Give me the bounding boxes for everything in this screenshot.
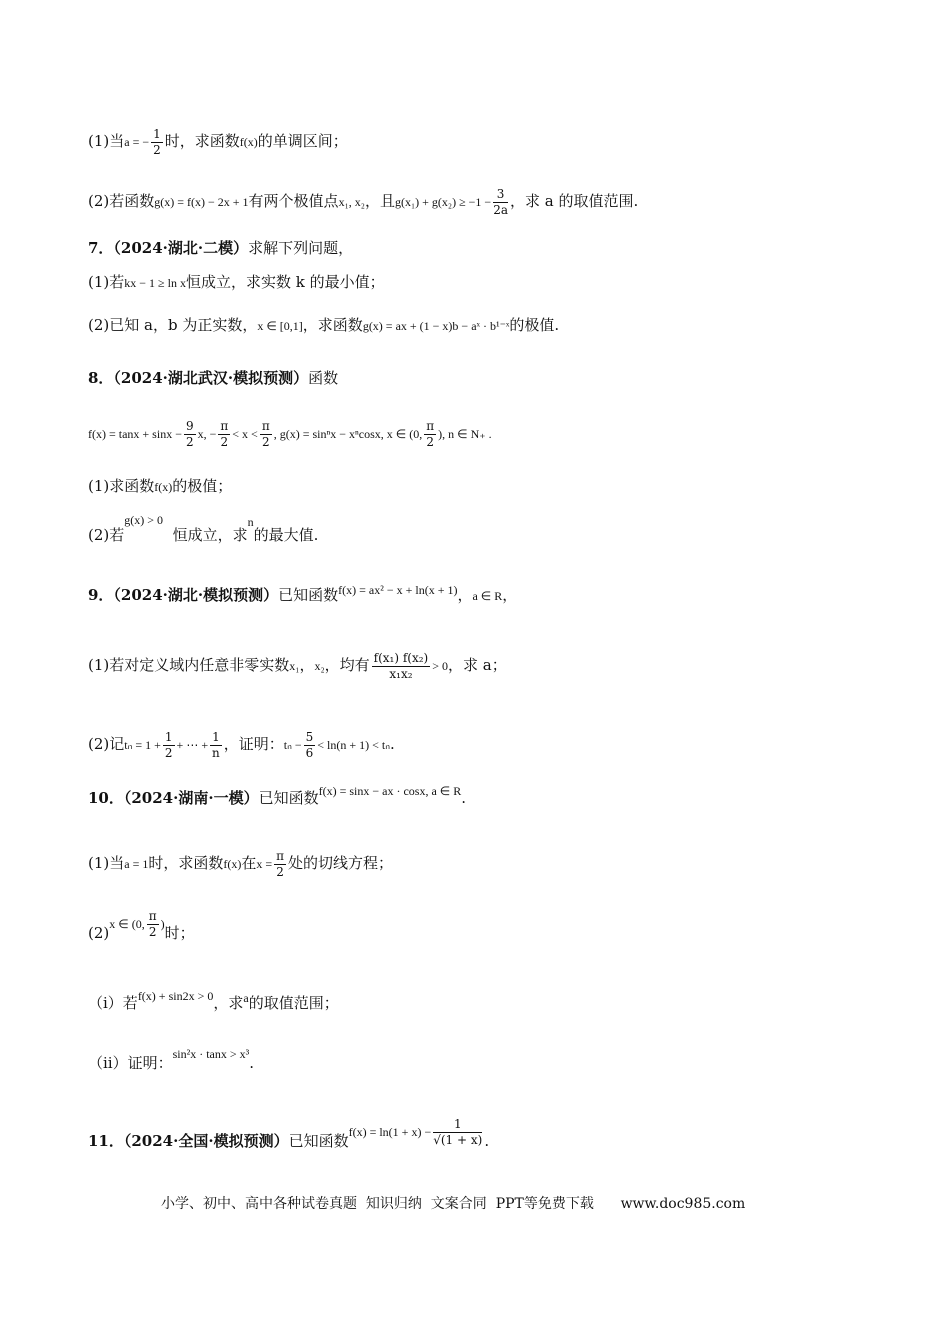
q7-part1 — [88, 275, 385, 290]
question-number: 9．（2024·湖北·模拟预测） — [88, 586, 279, 604]
q10-sub-i — [88, 989, 339, 1012]
math: g(x₁) + g(x₂) ≥ −1 − — [394, 195, 492, 210]
q6-part2 — [88, 188, 638, 216]
math: x ∈ (0, — [109, 917, 145, 932]
text: ，求函数 — [302, 316, 363, 334]
text: ， — [502, 586, 518, 604]
math: tₙ − — [283, 738, 302, 753]
q10-part1 — [88, 850, 393, 878]
text: 时； — [164, 924, 195, 943]
numerator: 1 — [164, 730, 173, 744]
numerator: 3 — [493, 188, 508, 203]
text: ， — [299, 656, 315, 675]
math: x = — [256, 857, 273, 872]
text: (1)当 — [88, 132, 125, 151]
text: 的取值范围； — [248, 994, 339, 1012]
fraction — [210, 731, 222, 759]
question-number: 11．（2024·全国·模拟预测） — [88, 1132, 289, 1151]
text: 的极值. — [509, 316, 560, 334]
math: x, − — [197, 427, 217, 442]
fraction — [424, 420, 436, 448]
math: g(x) > 0 — [124, 513, 164, 527]
q10-part2 — [88, 909, 195, 948]
math: + ⋯ + — [176, 738, 209, 753]
denominator: 2 — [164, 745, 173, 760]
page-footer: 小学、初中、高中各种试卷真题 知识归纳 文案合同 PPT等免费下载 www.doc985.com — [161, 1196, 746, 1212]
numerator: 1 — [212, 730, 220, 744]
text: (1)若 — [88, 273, 125, 291]
math: g(x) = f(x) − 2x + 1 — [154, 195, 249, 210]
q8-part1 — [88, 479, 232, 494]
math: , g(x) = sinⁿx − xⁿcosx, x ∈ (0, — [273, 427, 423, 442]
question-number: 8．（2024·湖北武汉·模拟预测） — [88, 369, 309, 387]
q11-heading — [88, 1117, 490, 1156]
math: < x < — [232, 427, 258, 442]
math: f(x) = ln(1 + x) − — [348, 1125, 432, 1140]
math: f(x) = sinx − ax · cosx, a ∈ R — [318, 784, 462, 798]
text: （ⅱ）证明： — [88, 1054, 173, 1072]
text: ，且 — [364, 192, 395, 211]
math: f(x) = tanx + sinx − — [88, 427, 182, 442]
math: ) — [160, 917, 165, 932]
text: . — [461, 789, 467, 807]
q9-part1 — [88, 652, 507, 680]
q9-heading — [88, 583, 518, 604]
math: f(x) — [239, 135, 258, 150]
denominator: 2 — [148, 924, 157, 939]
denominator: x₁x₂ — [389, 666, 413, 681]
fraction — [147, 910, 159, 938]
math: f(x) — [223, 857, 242, 872]
text: 函数 — [308, 369, 339, 387]
numerator: 1 — [153, 127, 161, 141]
denominator: 2 — [153, 142, 161, 157]
text: 有两个极值点 — [248, 192, 339, 211]
text: ，求 a 的取值范围. — [510, 192, 639, 211]
text: (1)若对定义域内任意非零实数 — [88, 656, 290, 675]
text: ， — [457, 586, 473, 604]
fraction — [163, 731, 175, 759]
question-number: 7．（2024·湖北·二模） — [88, 239, 249, 257]
numerator: π — [220, 419, 229, 433]
text: 已知函数 — [278, 586, 339, 604]
text: 恒成立，求实数 k 的最小值； — [185, 273, 385, 291]
question-number: 10．（2024·湖南·一模） — [88, 789, 259, 807]
text: (2)若函数 — [88, 192, 155, 211]
math: f(x) — [154, 480, 173, 494]
math: kx − 1 ≥ ln x — [124, 276, 186, 290]
denominator: √(1 + x) — [433, 1132, 483, 1147]
math: x ∈ [0,1] — [257, 319, 303, 333]
fraction — [493, 188, 508, 216]
text: (2)若 — [88, 526, 125, 544]
math: sin²x · tanx > x³ — [172, 1047, 250, 1061]
text: (2)已知 a，b 为正实数， — [88, 316, 258, 334]
math: a ∈ R — [472, 589, 503, 603]
denominator: 6 — [305, 745, 314, 760]
q6-part1 — [88, 128, 348, 156]
math: f(x) + sin2x > 0 — [137, 989, 214, 1003]
math: a — [243, 991, 249, 1005]
q7-heading — [88, 241, 353, 256]
text: (1)当 — [88, 854, 125, 873]
denominator: 2a — [493, 202, 508, 217]
fraction — [274, 850, 286, 878]
numerator: π — [148, 909, 157, 923]
fraction — [433, 1118, 482, 1146]
text: 处的切线方程； — [288, 854, 394, 873]
denominator: 2 — [426, 434, 435, 449]
text: 的单调区间； — [257, 132, 348, 151]
math: x₁, x₂ — [338, 195, 365, 210]
numerator: 9 — [185, 419, 194, 433]
text: 在 — [241, 854, 257, 873]
denominator: 2 — [276, 864, 284, 879]
text: 恒成立，求 — [172, 526, 248, 544]
numerator: 1 — [433, 1118, 482, 1133]
fraction — [372, 652, 431, 680]
text: 的最大值. — [253, 526, 319, 544]
text: ，均有 — [324, 656, 370, 675]
text: (1)求函数 — [88, 477, 155, 495]
text: . — [484, 1132, 490, 1151]
math: f(x) = ax² − x + ln(x + 1) — [338, 583, 458, 597]
text: 的极值； — [172, 477, 233, 495]
text: ，证明： — [223, 735, 284, 754]
numerator: π — [426, 419, 435, 433]
math: ), n ∈ N₊ . — [438, 427, 492, 442]
text: . — [249, 1054, 255, 1072]
fraction — [218, 420, 230, 448]
math: a = 1 — [124, 857, 149, 872]
math: g(x) = ax + (1 − x)b − aˣ · b¹⁻ˣ — [362, 319, 510, 333]
q8-definition — [88, 420, 492, 448]
math: tₙ = 1 + — [124, 738, 161, 753]
text: 求解下列问题， — [248, 239, 354, 257]
math: n — [247, 515, 254, 529]
q8-part2 — [88, 513, 319, 544]
math: x₁ — [289, 659, 300, 674]
fraction — [184, 420, 196, 448]
text: 时，求函数 — [148, 854, 224, 873]
numerator: f(x₁) f(x₂) — [373, 651, 429, 665]
numerator: π — [276, 849, 285, 863]
denominator: 2 — [220, 434, 229, 449]
numerator: π — [261, 419, 270, 433]
fraction — [260, 420, 272, 448]
text: (2)记 — [88, 735, 125, 754]
text: (2) — [88, 924, 110, 943]
text: 已知函数 — [258, 789, 319, 807]
text: 时，求函数 — [164, 132, 240, 151]
text: 已知函数 — [288, 1132, 349, 1151]
fraction — [151, 128, 163, 156]
q7-part2 — [88, 318, 559, 333]
text: . — [390, 735, 395, 754]
text: ，求 a； — [448, 656, 507, 675]
math: a = − — [124, 135, 150, 150]
q10-heading — [88, 784, 467, 807]
q9-part2 — [88, 731, 395, 759]
numerator: 5 — [305, 730, 314, 744]
math: x₂ — [314, 659, 325, 674]
q8-heading — [88, 371, 338, 386]
math: < ln(n + 1) < tₙ — [317, 738, 391, 753]
math: > 0 — [432, 659, 449, 674]
fraction — [304, 731, 316, 759]
denominator: 2 — [261, 434, 270, 449]
text: （ⅰ）若 — [88, 994, 138, 1012]
denominator: n — [212, 745, 220, 760]
denominator: 2 — [185, 434, 194, 449]
text: ，求 — [213, 994, 244, 1012]
